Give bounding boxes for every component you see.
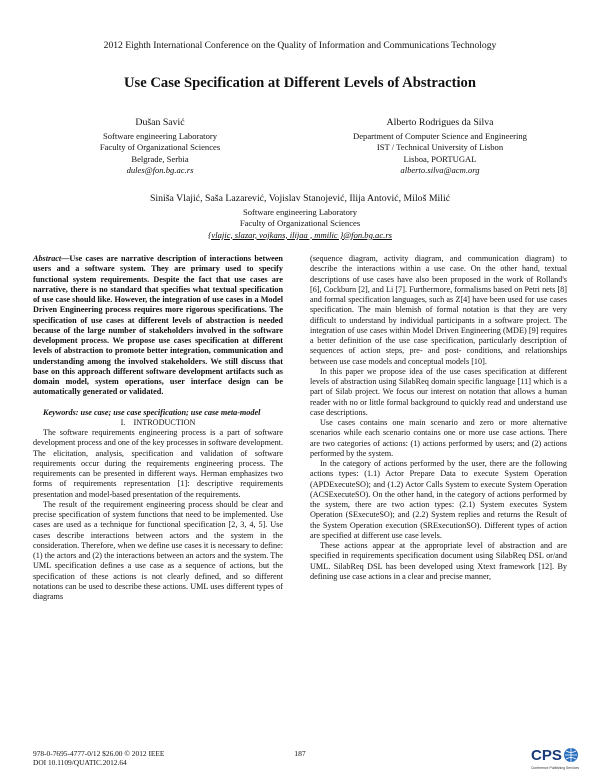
paper-title: Use Case Specification at Different Levels of Abstraction xyxy=(124,75,476,91)
author-block-2 xyxy=(320,117,560,176)
author-affiliation: Software engineering Laboratory xyxy=(242,207,358,218)
author-name: Dušan Savić xyxy=(135,117,185,128)
page-number: 187 xyxy=(294,749,306,758)
body-paragraph: In the category of actions performed by the user, there are the following actions types: (1.1) Actor Prepare Data to execute System Operation (APDExecuteSO); and (1.2) Actor Calls System to execute System Operation (ACSExecuteSO). On the other hand, in the category of actions performed by the system, there are two action types: (2.1) System executes System Operation (SExecuteSO); and (2.2) System replies and returns the Result of the System Operation execution (SRExecutionSO). Different types of action are specified at different use case levels. xyxy=(310,459,567,540)
section-title-first: I xyxy=(133,417,137,427)
body-paragraph: The result of the requirement engineering process should be clear and precise specification of system functions that need to be implemented. Use cases are used as a technique for functional specification [2, 3, 4, 5]. Use cases describe interactions between actors and the system in the consideration. Therefore, when we define use cases it is necessary to define: (1) the actors and (2) the interactions between an actors and the system. The UML specification defines a use case as a sequence of actions, but the specification of these actions is not clearly defined, and so different notations can be used to describe these actions. UML uses different types of diagrams xyxy=(33,499,283,601)
author-affiliation: Software engineering Laboratory xyxy=(102,131,218,142)
cps-logo-text: CPS xyxy=(531,747,562,764)
author-email[interactable]: {vlajic, slazar, vojkans, ilijaa , mmilic }@fon.bg.ac.rs xyxy=(207,229,393,240)
footer-isbn: 978-0-7695-4777-0/12 $26.00 © 2012 IEEE xyxy=(33,749,165,758)
section-title-rest: NTRODUCTION xyxy=(136,417,196,427)
body-paragraph: (sequence diagram, activity diagram, and communication diagram) to describe the interactions within a use case. On the other hand, textual descriptions of use cases have also been proposed in the work of Rolland's [6], Cockburn [2], and Li [7]. Furthermore, formalisms based on Petri nets [8] and formal specification languages, such as Z[4] have been used for use cases specification. The main blemish of formal notation is that they are very difficult to understand by individual participants in a software project. The integration of use cases within Model Driven Engineering (MDE) [9] requires a better definition of the use case specification, particularly description of sequences of action steps, pre- and post- conditions, and relationships between use case models and conceptual models [10]. xyxy=(310,254,567,366)
author-affiliation: Faculty of Organizational Sciences xyxy=(239,218,361,229)
body-paragraph: These actions appear at the appropriate level of abstraction and are specified in requirements specification document using SilabReq DSL or/and UML. SilabReq DSL has been developed using Xtext framework [12]. By defining use case actions in a clear and precise manner, xyxy=(310,541,567,581)
footer-copyright xyxy=(33,749,273,767)
author-email[interactable]: alberto.silva@acm.org xyxy=(400,164,480,175)
abstract-dash: — xyxy=(61,254,70,263)
conference-header: 2012 Eighth International Conference on the Quality of Information and Communications Technology xyxy=(103,40,497,51)
cps-logo-subtext: Conference Publishing Services xyxy=(530,766,580,770)
author-block-1 xyxy=(55,117,265,176)
author-name: Siniša Vlajić, Saša Lazarević, Vojislav Stanojević, Ilija Antović, Miloš Milić xyxy=(149,193,451,204)
keywords xyxy=(33,408,283,418)
section-number: I. xyxy=(120,417,126,427)
abstract-text: Use cases are narrative description of interactions between users and a software system. They are primary used to specify functional system requirements. Despite the fact that use cases are narrative, there is no standard that specifies what textual specification of use case should like. However, the integration of use cases in a Model Driven Engineering process requires more rigorous specifications. The specification of use cases at different levels of abstraction is needed because of the large number of stakeholders involved in the software development process. We propose use cases specification at different levels of abstraction to promote better integration, communication and understanding among the involved stakeholders. We still discuss that base on this approach different software development artifacts such as domain model, system operations, user interface design can be automatically generated or validated. xyxy=(33,254,283,397)
author-affiliation: Lisboa, PORTUGAL xyxy=(403,153,477,164)
section-heading xyxy=(33,418,283,428)
body-paragraph: In this paper we propose idea of the use cases specification at different levels of abstraction using SilabReq domain specific language [11] which is a part of Silab project. We focus our interest on notation that allows a human reader with no or little formal background to quickly read and understand use case descriptions. xyxy=(310,366,567,417)
abstract xyxy=(33,254,283,398)
author-affiliation: Faculty of Organizational Sciences xyxy=(99,142,221,153)
keywords-label: Keywords: xyxy=(43,407,79,417)
keywords-text: use case; use case specification; use case meta-model xyxy=(80,407,261,417)
author-affiliation: Belgrade, Serbia xyxy=(131,153,189,164)
left-column xyxy=(33,254,283,602)
body-paragraph: The software requirements engineering process is a part of software development process and one of the key processes in software development. The elicitation, analysis, specification and validation of software requirements occur during the requirements engineering process. The requirements can be presented in different ways. Herman emphasizes two forms of requirements representation [1]: descriptive requirements presentation and model-based presentation of the requirements. xyxy=(33,428,283,499)
author-affiliation: Department of Computer Science and Engineering xyxy=(353,131,527,142)
author-email[interactable]: dules@fon.bg.ac.rs xyxy=(126,164,194,175)
right-column xyxy=(310,254,567,582)
author-block-3 xyxy=(0,193,600,241)
abstract-label: Abstract xyxy=(33,254,62,263)
cps-logo xyxy=(529,745,581,771)
author-affiliation: IST / Technical University of Lisbon xyxy=(376,142,504,153)
footer-doi: DOI 10.1109/QUATIC.2012.64 xyxy=(33,758,127,767)
body-paragraph: Use cases contains one main scenario and zero or more alternative scenarios while each scenario contains one or more use case actions. There are two categories of actions: (1) actions performed by users; and (2) actions performed by the system. xyxy=(310,418,567,458)
author-name: Alberto Rodrigues da Silva xyxy=(386,117,494,128)
